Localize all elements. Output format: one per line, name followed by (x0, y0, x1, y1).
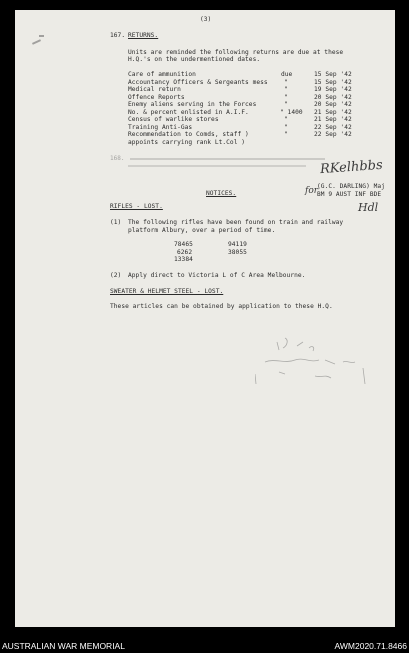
return-item: Offence Reports (128, 93, 185, 101)
return-date: 22 Sep '42 (314, 123, 352, 131)
ink-mark (32, 39, 41, 45)
notices-heading: NOTICES. (206, 190, 237, 197)
return-due: " (284, 123, 288, 131)
item2-text: Apply direct to Victoria L of C Area Melbourne. (128, 272, 306, 279)
return-due: " (284, 101, 288, 108)
faint-scribble (255, 332, 380, 390)
signature-for: for (305, 186, 319, 196)
return-item: appoints carrying rank Lt.Col ) (128, 138, 246, 146)
faded-text-bar (130, 158, 325, 160)
return-item: Enemy aliens serving in the Forces (128, 101, 257, 108)
rifle-number: 78465 (174, 241, 193, 248)
return-item: Care of ammunition (128, 71, 196, 78)
return-date: 15 Sep '42 (314, 78, 352, 86)
return-due: " (284, 116, 288, 123)
return-due: " 1400 (280, 108, 303, 116)
item1-line1: The following rifles have been found on train and railway (128, 219, 344, 226)
sweater-heading: SWEATER & HELMET STEEL - LOST. (110, 288, 224, 295)
rifles-heading: RIFLES - LOST. (110, 203, 163, 210)
return-date: 20 Sep '42 (314, 101, 352, 108)
rifle-number: 94119 (228, 241, 247, 248)
return-date: 15 Sep '42 (314, 71, 352, 78)
return-due: " (284, 131, 288, 138)
signatory-name: (G.C. DARLING) Maj (317, 183, 385, 190)
return-date: 21 Sep '42 (314, 116, 352, 123)
returns-number: 167. (110, 32, 126, 39)
signature-scrawl: RKelhbbs (319, 157, 384, 178)
sweater-text: These articles can be obtained by application to these H.Q. (110, 303, 333, 310)
archive-footer (0, 640, 409, 653)
returns-heading: RETURNS. (128, 32, 159, 39)
rifle-number: 38055 (228, 248, 247, 256)
return-item: Census of warlike stores (128, 116, 219, 123)
return-item: Medical return (128, 86, 181, 93)
return-item: Accountancy Officers & Sergeants mess (128, 78, 268, 86)
document-page (15, 10, 395, 627)
return-date: 20 Sep '42 (314, 93, 352, 101)
return-item: Training Anti-Gas (128, 123, 193, 131)
item1-line2: platform Albury, over a period of time. (128, 226, 276, 234)
return-due: " (284, 86, 288, 93)
faded-text-bar (128, 165, 306, 167)
footer-accession-number: AWM2020.71.8466 (334, 641, 407, 651)
due-header: due (281, 71, 293, 78)
signature-initials: Hdl (358, 201, 379, 214)
return-item: Recommendation to Comds, staff ) (128, 131, 249, 138)
item1-number: (1) (110, 219, 122, 226)
rifle-number: 6262 (177, 248, 193, 256)
rifle-number: 13384 (174, 256, 193, 263)
return-date: 22 Sep '42 (314, 131, 352, 138)
faded-line: 168. (110, 155, 125, 162)
return-date: 21 Sep '42 (314, 108, 352, 116)
return-item: No. & percent enlisted in A.I.F. (128, 108, 249, 116)
return-due: " (284, 93, 288, 101)
returns-intro-line1: Units are reminded the following returns are due at these (128, 49, 344, 56)
item2-number: (2) (110, 272, 122, 279)
returns-intro-line2: H.Q.'s on the undermentioned dates. (128, 56, 261, 63)
return-date: 19 Sep '42 (314, 86, 352, 93)
ink-mark (39, 35, 44, 37)
page-number: (3) (200, 16, 212, 23)
footer-institution: AUSTRALIAN WAR MEMORIAL (2, 641, 125, 651)
return-due: " (284, 78, 288, 86)
signatory-unit: BM 9 AUST INF BDE (317, 191, 382, 198)
